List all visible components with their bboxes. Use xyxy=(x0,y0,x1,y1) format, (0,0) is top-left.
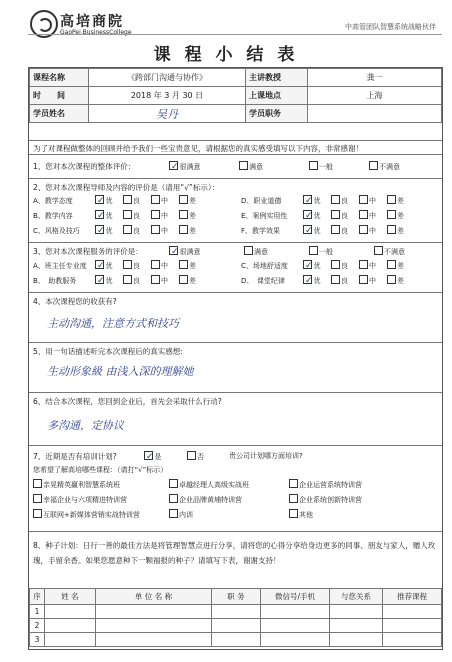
grade-label: 优 xyxy=(105,212,113,220)
check-mark-icon: ✓ xyxy=(305,261,313,271)
name-field[interactable] xyxy=(89,105,246,123)
grade-option[interactable] xyxy=(387,225,415,236)
checkbox-icon xyxy=(387,260,396,269)
rating-label: C、场地舒适度 xyxy=(241,262,288,270)
cell[interactable] xyxy=(45,605,96,619)
q7-plan-text: 贵公司计划哪方面培训? xyxy=(229,452,303,460)
rating-label: F、教学效果 xyxy=(241,227,281,235)
q7-know-text: 您希望了解高培哪些课程：（请打“√”标示） xyxy=(33,466,168,474)
grade-option[interactable] xyxy=(179,195,207,206)
checkbox-icon xyxy=(123,210,132,219)
grade-label: 差 xyxy=(397,227,404,235)
grade-option[interactable] xyxy=(95,210,123,221)
grade-label: 良 xyxy=(133,262,140,270)
grade-option[interactable] xyxy=(179,210,207,221)
checkbox-icon xyxy=(331,195,340,204)
q1-section xyxy=(29,154,442,178)
checkbox-icon xyxy=(123,275,132,284)
logo-cn-text: 高培商院 xyxy=(60,14,124,30)
grade-option[interactable] xyxy=(331,225,359,236)
q1-text: 1、您对本次课程的整体评价： xyxy=(33,162,136,171)
checkbox-icon xyxy=(374,246,383,255)
grade-option[interactable] xyxy=(303,275,331,286)
option-label: 是 xyxy=(154,453,162,461)
cell[interactable] xyxy=(330,605,383,619)
grade-label: 优 xyxy=(313,262,321,270)
course-option[interactable] xyxy=(289,479,362,490)
grade-option[interactable] xyxy=(387,195,415,206)
grade-label: 差 xyxy=(397,262,404,270)
check-mark-icon: ✓ xyxy=(305,196,313,206)
q7-no[interactable] xyxy=(187,451,204,462)
grade-option[interactable] xyxy=(123,275,151,286)
check-mark-icon: ✓ xyxy=(146,452,154,462)
job-label: 学员职务 xyxy=(246,105,308,123)
grade-option[interactable] xyxy=(387,275,415,286)
grade-label: 差 xyxy=(189,212,196,220)
grade-option[interactable] xyxy=(331,275,359,286)
grade-label: 中 xyxy=(369,262,376,270)
option-label: 一般 xyxy=(319,248,333,256)
col-position: 职 务 xyxy=(212,589,261,605)
table-row xyxy=(30,619,442,633)
q1-opt-average[interactable] xyxy=(309,161,333,172)
checkbox-icon xyxy=(151,210,160,219)
grade-option[interactable] xyxy=(123,225,151,236)
rating-row xyxy=(33,260,207,271)
grade-label: 差 xyxy=(397,277,404,285)
grade-option[interactable] xyxy=(179,225,207,236)
course-option[interactable] xyxy=(33,479,120,490)
grade-label: 优 xyxy=(313,197,321,205)
grade-label: 差 xyxy=(189,262,196,270)
option-label: 一般 xyxy=(319,163,333,171)
grade-option[interactable] xyxy=(331,195,359,206)
col-course: 推荐课程 xyxy=(383,589,442,605)
grade-option[interactable] xyxy=(331,210,359,221)
referral-table xyxy=(29,588,442,647)
checkbox-icon xyxy=(179,275,188,284)
q3-opt-unsatisfied[interactable] xyxy=(374,246,405,257)
row-number: 1 xyxy=(30,605,45,619)
q4-section xyxy=(29,292,442,342)
checkbox-icon xyxy=(179,195,188,204)
course-label: 企业系统创新特训营 xyxy=(299,496,362,504)
grade-option[interactable] xyxy=(359,260,387,271)
grade-label: 良 xyxy=(133,227,140,235)
form-frame xyxy=(28,67,443,650)
checkbox-icon xyxy=(151,275,160,284)
table-row xyxy=(30,633,442,647)
grade-option[interactable] xyxy=(359,225,387,236)
checkbox-icon xyxy=(179,210,188,219)
col-seq: 序 xyxy=(30,589,45,605)
grade-option[interactable] xyxy=(303,210,331,221)
check-mark-icon: ✓ xyxy=(97,211,105,221)
check-mark-icon: ✓ xyxy=(305,276,313,286)
checkbox-icon xyxy=(169,509,178,518)
course-option[interactable] xyxy=(169,494,242,505)
q3-opt-satisfied[interactable] xyxy=(244,246,268,257)
cell[interactable] xyxy=(330,633,383,647)
cell[interactable] xyxy=(45,633,96,647)
course-option[interactable] xyxy=(33,509,140,520)
grade-option[interactable] xyxy=(151,210,179,221)
grade-option[interactable] xyxy=(151,275,179,286)
rating-row xyxy=(241,195,415,206)
cell[interactable] xyxy=(45,619,96,633)
grade-label: 优 xyxy=(313,212,321,220)
grade-option[interactable] xyxy=(179,275,207,286)
cell[interactable] xyxy=(261,605,330,619)
checkbox-icon xyxy=(289,509,298,518)
check-mark-icon: ✓ xyxy=(305,226,313,236)
grade-label: 差 xyxy=(397,212,404,220)
course-label: 企业品牌黄埔特训营 xyxy=(179,496,242,504)
option-label: 不满意 xyxy=(379,163,400,171)
cell[interactable] xyxy=(212,633,261,647)
course-option[interactable] xyxy=(289,509,313,520)
checkbox-icon xyxy=(359,260,368,269)
grade-label: 良 xyxy=(341,277,348,285)
course-label: 其他 xyxy=(299,511,313,519)
q3-opt-average[interactable] xyxy=(309,246,333,257)
q7-section xyxy=(29,445,442,531)
checkbox-icon xyxy=(169,494,178,503)
q6-answer[interactable]: 多沟通，定协议 xyxy=(47,419,124,432)
checkbox-icon xyxy=(387,195,396,204)
grade-label: 中 xyxy=(161,197,168,205)
q1-opt-satisfied[interactable] xyxy=(239,161,263,172)
cell[interactable] xyxy=(212,619,261,633)
rating-row xyxy=(33,225,207,236)
check-mark-icon: ✓ xyxy=(171,247,179,257)
cell[interactable] xyxy=(330,619,383,633)
grade-label: 优 xyxy=(313,277,321,285)
checkbox-icon xyxy=(331,260,340,269)
logo xyxy=(30,10,180,40)
grade-option[interactable] xyxy=(151,195,179,206)
grade-label: 良 xyxy=(341,262,348,270)
row-number: 2 xyxy=(30,619,45,633)
check-mark-icon: ✓ xyxy=(171,162,179,172)
checkbox-icon xyxy=(309,161,318,170)
grade-option[interactable] xyxy=(95,225,123,236)
grade-label: 良 xyxy=(133,212,140,220)
checkbox-icon xyxy=(33,509,42,518)
q6-text: 6、结合本次课程，您回到企业后，首先会采取什么行动? xyxy=(33,397,222,406)
checkbox-icon xyxy=(387,275,396,284)
logo-en-text: GaoPei BusinessCollege xyxy=(60,29,132,36)
rating-row xyxy=(33,195,207,206)
rating-label: D、职业道德 xyxy=(241,197,282,205)
q2-section xyxy=(29,178,442,242)
col-contact: 微信号/手机 xyxy=(261,589,330,605)
grade-label: 中 xyxy=(161,277,168,285)
q1-opt-very-satisfied[interactable] xyxy=(169,161,201,172)
rating-row xyxy=(241,210,415,221)
intro-text: 为了对课程做整体的回顾并给予我们一些宝贵意见，请根据您的真实感受填写以下内容，非常感谢！ xyxy=(33,144,363,153)
course-label: 幸福企业与六项精进特训营 xyxy=(43,496,127,504)
checkbox-icon xyxy=(187,451,196,460)
q7-yes[interactable] xyxy=(144,451,162,462)
grade-option[interactable] xyxy=(303,225,331,236)
name-label: 学员姓名 xyxy=(30,105,89,123)
grade-option[interactable] xyxy=(95,275,123,286)
q6-section xyxy=(29,392,442,445)
check-mark-icon: ✓ xyxy=(97,196,105,206)
cell[interactable] xyxy=(96,633,212,647)
rating-label: E、案例实用性 xyxy=(241,212,288,220)
course-label: 内训 xyxy=(179,511,193,519)
grade-option[interactable] xyxy=(179,260,207,271)
checkbox-icon xyxy=(359,275,368,284)
course-option[interactable] xyxy=(169,509,193,520)
cell[interactable] xyxy=(261,633,330,647)
option-label: 满意 xyxy=(249,163,263,171)
form-title: 课 程 小 结 表 xyxy=(153,45,299,65)
checkbox-icon xyxy=(123,260,132,269)
option-label: 很满意 xyxy=(179,248,201,256)
name-value: 吴丹 xyxy=(156,107,178,121)
q4-text: 4、本次课程您的收获有? xyxy=(33,297,117,306)
q3-opt-very-satisfied[interactable] xyxy=(169,246,201,257)
course-value: 《跨部门沟通与协作》 xyxy=(89,69,246,87)
q3-section xyxy=(29,242,442,292)
checkbox-icon xyxy=(33,494,42,503)
q4-answer[interactable]: 主动沟通，注意方式和技巧 xyxy=(47,317,179,330)
check-mark-icon: ✓ xyxy=(97,261,105,271)
checkbox-icon xyxy=(244,246,253,255)
info-table xyxy=(29,68,442,123)
grade-label: 中 xyxy=(161,262,168,270)
place-label: 上课地点 xyxy=(246,87,308,105)
checkbox-icon xyxy=(179,260,188,269)
checkbox-icon xyxy=(33,479,42,488)
q2-text: 2、您对本次课程导师及内容的评价是（请用“√”标示）： xyxy=(33,183,220,192)
q8-section xyxy=(29,531,442,588)
col-company: 单 位 名 称 xyxy=(96,589,212,605)
grade-label: 差 xyxy=(189,227,196,235)
grade-label: 优 xyxy=(105,277,113,285)
referral-header-row xyxy=(30,589,442,605)
header-divider xyxy=(28,34,442,35)
q5-section xyxy=(29,342,442,392)
rating-label: A、班主任专业度 xyxy=(33,262,87,270)
q3-text: 3、您对本次课程服务的评价是： xyxy=(33,247,143,256)
grade-option[interactable] xyxy=(123,260,151,271)
rating-label: B、 助教服务 xyxy=(33,277,77,285)
checkbox-icon xyxy=(369,161,378,170)
rating-label: B、教学内容 xyxy=(33,212,73,220)
grade-label: 优 xyxy=(105,262,113,270)
rating-row xyxy=(33,275,207,286)
col-relation: 与您关系 xyxy=(330,589,383,605)
place-value: 上海 xyxy=(308,87,442,105)
checkbox-icon xyxy=(387,210,396,219)
q5-text: 5、用一句话描述听完本次课程后的真实感想: xyxy=(33,347,183,356)
job-field[interactable] xyxy=(308,105,442,123)
grade-option[interactable] xyxy=(303,195,331,206)
checkbox-icon xyxy=(123,225,132,234)
cell[interactable] xyxy=(383,605,442,619)
grade-option[interactable] xyxy=(359,275,387,286)
checkbox-icon xyxy=(331,225,340,234)
rating-row xyxy=(241,225,415,236)
grade-label: 中 xyxy=(369,227,376,235)
course-label: 企业运营系统特训营 xyxy=(299,481,362,489)
grade-option[interactable] xyxy=(359,195,387,206)
grade-label: 中 xyxy=(369,212,376,220)
checkbox-icon xyxy=(289,494,298,503)
grade-label: 中 xyxy=(369,197,376,205)
checkbox-icon xyxy=(387,225,396,234)
course-label: 互联网+新媒体营销实战特训营 xyxy=(43,511,140,519)
course-label: 卓越经理人高级实战班 xyxy=(179,481,249,489)
checkbox-icon xyxy=(359,195,368,204)
grade-option[interactable] xyxy=(151,260,179,271)
q5-answer[interactable]: 生动形象級 由浅入深的理解她 xyxy=(47,365,194,378)
rating-row xyxy=(33,210,207,221)
teacher-value: 龚一 xyxy=(308,69,442,87)
slogan: 中高管团队智慧系统战略伙伴 xyxy=(345,23,436,31)
rating-label: D、 课堂纪律 xyxy=(241,277,285,285)
course-label: 课程名称 xyxy=(30,69,89,87)
checkbox-icon xyxy=(309,246,318,255)
cell[interactable] xyxy=(383,619,442,633)
grade-label: 差 xyxy=(189,277,196,285)
grade-option[interactable] xyxy=(95,260,123,271)
course-label: 亲晃精英赢利智慧系统班 xyxy=(43,481,120,489)
col-name: 姓 名 xyxy=(45,589,96,605)
time-label: 时 间 xyxy=(30,87,89,105)
row-number: 3 xyxy=(30,633,45,647)
grade-label: 良 xyxy=(341,227,348,235)
grade-label: 中 xyxy=(369,277,376,285)
check-mark-icon: ✓ xyxy=(97,226,105,236)
rating-row xyxy=(241,260,415,271)
rating-row xyxy=(241,275,415,286)
checkbox-icon xyxy=(151,195,160,204)
check-mark-icon: ✓ xyxy=(305,211,313,221)
checkbox-icon xyxy=(179,225,188,234)
cell[interactable] xyxy=(212,605,261,619)
check-mark-icon: ✓ xyxy=(97,276,105,286)
grade-option[interactable] xyxy=(359,210,387,221)
course-option[interactable] xyxy=(289,494,362,505)
checkbox-icon xyxy=(331,210,340,219)
option-label: 很满意 xyxy=(179,163,201,171)
grade-option[interactable] xyxy=(123,195,151,206)
checkbox-icon xyxy=(151,225,160,234)
option-label: 满意 xyxy=(254,248,268,256)
grade-label: 良 xyxy=(341,197,348,205)
grade-option[interactable] xyxy=(387,260,415,271)
grade-option[interactable] xyxy=(95,195,123,206)
cell[interactable] xyxy=(96,605,212,619)
grade-option[interactable] xyxy=(303,260,331,271)
cell[interactable] xyxy=(383,633,442,647)
q1-opt-unsatisfied[interactable] xyxy=(369,161,400,172)
rating-label: A、教学态度 xyxy=(33,197,73,205)
checkbox-icon xyxy=(289,479,298,488)
grade-option[interactable] xyxy=(387,210,415,221)
option-label: 不满意 xyxy=(384,248,405,256)
grade-label: 良 xyxy=(133,197,140,205)
grade-option[interactable] xyxy=(151,225,179,236)
checkbox-icon xyxy=(123,195,132,204)
grade-label: 优 xyxy=(105,197,113,205)
checkbox-icon xyxy=(151,260,160,269)
grade-label: 良 xyxy=(341,212,348,220)
q7-text: 7、近期是否有培训计划? xyxy=(33,452,117,461)
cell[interactable] xyxy=(96,619,212,633)
checkbox-icon xyxy=(331,275,340,284)
grade-label: 良 xyxy=(133,277,140,285)
time-value: 2018 年 3 月 30 日 xyxy=(89,87,246,105)
grade-option[interactable] xyxy=(331,260,359,271)
option-label: 否 xyxy=(197,453,204,461)
grade-option[interactable] xyxy=(123,210,151,221)
grade-label: 优 xyxy=(313,227,321,235)
grade-label: 差 xyxy=(397,197,404,205)
table-row xyxy=(30,605,442,619)
grade-label: 优 xyxy=(105,227,113,235)
intro-section xyxy=(29,140,442,154)
cell[interactable] xyxy=(261,619,330,633)
grade-label: 中 xyxy=(161,227,168,235)
course-option[interactable] xyxy=(169,479,249,490)
checkbox-icon xyxy=(169,479,178,488)
checkbox-icon xyxy=(359,225,368,234)
checkbox-icon xyxy=(239,161,248,170)
grade-label: 差 xyxy=(189,197,196,205)
teacher-label: 主讲教授 xyxy=(246,69,308,87)
q8-text: 8、种子计划：日行一善的最佳方法是将管理智慧点进行分享，请将您的心得分享给身边更多的同事、朋友与家人，赠人玫瑰，手留余香。如果您愿意种下一颗福报的种子？请填写下表，谢谢支持！ xyxy=(33,541,436,565)
rating-label: C、风格及技巧 xyxy=(33,227,80,235)
course-option[interactable] xyxy=(33,494,127,505)
checkbox-icon xyxy=(359,210,368,219)
grade-label: 中 xyxy=(161,212,168,220)
